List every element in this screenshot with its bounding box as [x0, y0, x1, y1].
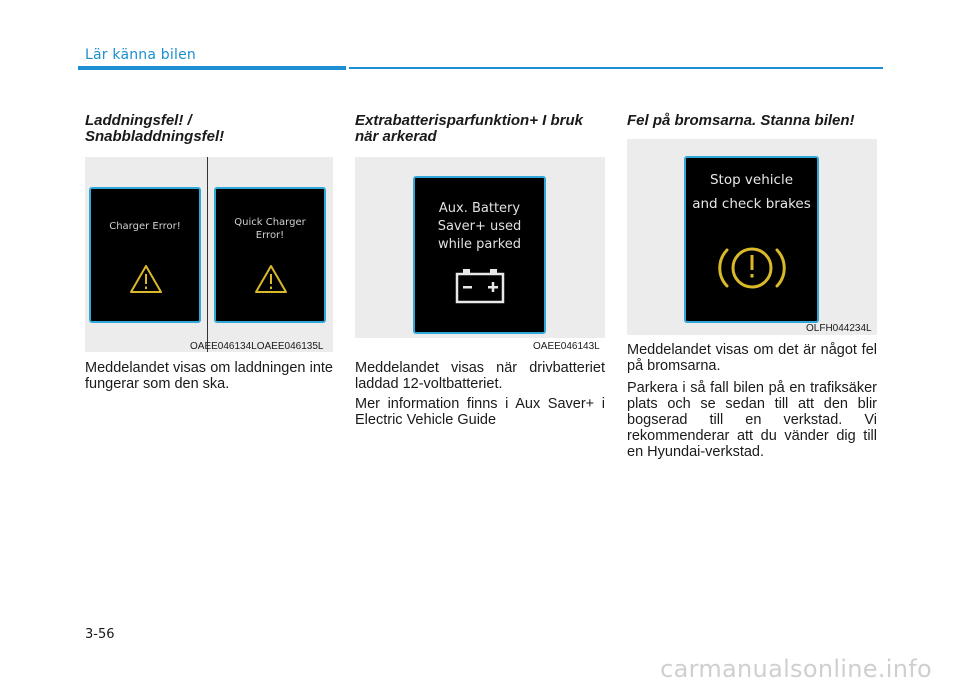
- heading-brake-error: [627, 113, 855, 129]
- heading-aux-battery: [355, 113, 583, 145]
- heading-charger-error: [85, 113, 224, 145]
- header-rule-thick: [78, 66, 346, 70]
- screen-text-line: Quick Charger: [234, 217, 306, 228]
- image-panel-brakes: [627, 139, 877, 335]
- heading-line: Snabbladdningsfel!: [85, 128, 225, 145]
- heading-line: Fel på bromsarna. Stanna bilen!: [627, 112, 855, 129]
- image-code: OLFH044234L: [806, 323, 872, 334]
- screen-text-line: Stop vehicle: [709, 172, 794, 188]
- battery-icon: [455, 268, 505, 304]
- image-panel-charger: [85, 157, 333, 352]
- section-title: Lär känna bilen: [85, 47, 196, 63]
- screen-text-line: Saver+ used: [437, 219, 522, 234]
- screen-text: [686, 168, 817, 216]
- paragraph: Meddelandet visas om laddningen inte fungerar som den ska.: [85, 360, 333, 392]
- screen-stop-vehicle: [684, 156, 819, 323]
- paragraph: Parkera i så fall bilen på en trafiksäker plats och se sedan till att den blir bogserad till en verkstad. Vi rekommenderar att du vänder dig till en Hyundai-verkstad.: [627, 380, 877, 460]
- screen-text: [216, 216, 324, 242]
- heading-line: Laddningsfel! /: [85, 112, 192, 129]
- paragraph: Meddelandet visas om det är något fel på bromsarna.: [627, 342, 877, 374]
- screen-text-line: Aux. Battery: [438, 201, 521, 216]
- image-code: OAEE046143L: [533, 341, 600, 352]
- image-panel-aux-battery: [355, 157, 605, 338]
- paragraph: Mer information finns i Aux Saver+ i Electric Vehicle Guide: [355, 396, 605, 428]
- page-number: 3-56: [85, 627, 115, 642]
- warning-triangle-icon: [129, 264, 163, 294]
- heading-line: när arkerad: [355, 128, 437, 145]
- screen-aux-battery: [413, 176, 546, 334]
- heading-line: Extrabatterisparfunktion+ I bruk: [355, 112, 583, 129]
- brake-warning-icon: [716, 240, 788, 296]
- image-code: OAEE046134LOAEE046135L: [190, 341, 324, 352]
- screen-text-line: and check brakes: [692, 196, 811, 212]
- watermark: carmanualsonline.info: [660, 655, 932, 683]
- screen-quick-charger-error: [214, 187, 326, 323]
- paragraph: Meddelandet visas när drivbatteriet laddad 12-voltbatteriet.: [355, 360, 605, 392]
- image-divider: [207, 157, 208, 352]
- header-rule-thin: [349, 67, 883, 69]
- screen-text-line: while parked: [437, 237, 522, 252]
- screen-charger-error: [89, 187, 201, 323]
- screen-text: Charger Error!: [109, 221, 181, 232]
- warning-triangle-icon: [254, 264, 288, 294]
- screen-text-line: Error!: [255, 230, 285, 241]
- screen-text: [415, 200, 544, 254]
